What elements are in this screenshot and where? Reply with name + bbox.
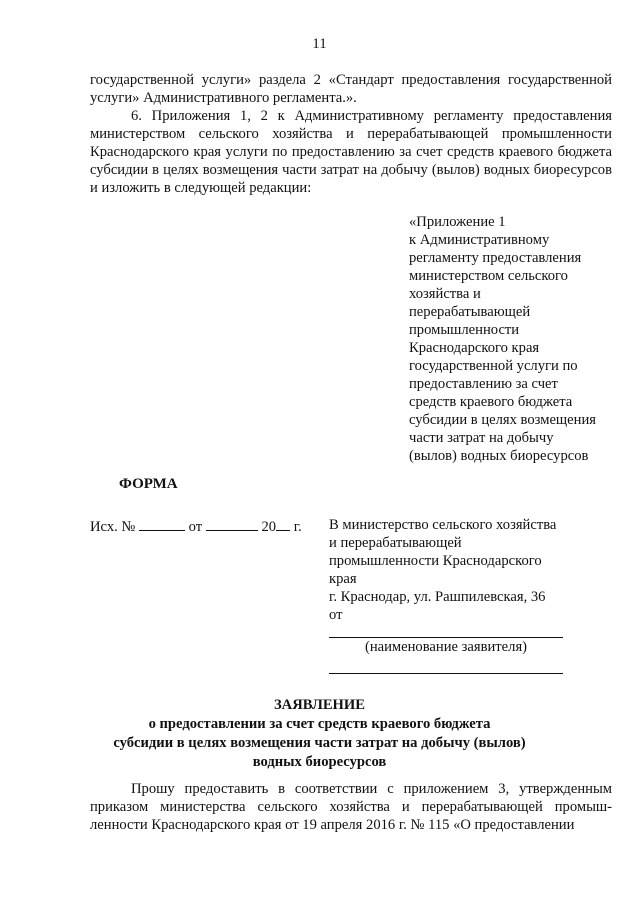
appendix-line: перерабатывающей [409,304,531,320]
appendix-line: части затрат на добычу [409,430,554,446]
form-label: ФОРМА [119,476,178,492]
statement-subtitle-line: субсидии в целях возмещения части затрат на добычу (вылов) [113,735,526,751]
appendix-line: предоставлению за счет [409,376,558,392]
ref-from-label: от [188,519,203,535]
appendix-line: «Приложение 1 [409,214,506,230]
ref-year-blank [276,516,290,531]
statement-subtitle-line: водных биоресурсов [252,754,387,770]
appendix-line: к Административному [409,232,550,248]
addressee-block [329,516,619,624]
addressee-line: промышленности Краснодарского [329,553,542,569]
appendix-line: субсидии в целях возмещения [409,412,596,428]
addressee-line: г. Краснодар, ул. Рашпилевская, 36 [329,589,546,605]
ref-number-blank [139,516,185,531]
addressee-line: и перерабатывающей [329,535,462,551]
addressee-line: от [329,607,343,623]
outgoing-reference [90,516,302,536]
addressee-line: В министерство сельского хозяйства [329,517,557,533]
statement-body: Прошу предоставить в соответствии с приложением 3, утвержденным приказом министерства сельского хозяйства и перерабатывающей промыш-ленности Краснодарского края от 19 апреля 2016 г. № 115 «О предоставлении [90,781,612,833]
appendix-heading-block [409,213,631,465]
appendix-line: средств краевого бюджета [409,394,573,410]
appendix-line: регламенту предоставления [409,250,582,266]
paragraph-continuation: государственной услуги» раздела 2 «Стандарт предоставления государственной услуги» Административного регламента.». [90,72,612,106]
paragraph-6: 6. Приложения 1, 2 к Административному регламенту предоставления министерством сельского хозяйства и перерабатывающей промышленности Краснодарского края услуги по предоставлению за счет средств краевого бюджета субсидии в целях возмещения части затрат на добычу (вылов) водных биоресурсов и изложить в следующей редакции: [90,108,612,196]
appendix-line: министерством сельского [409,268,568,284]
appendix-line: (вылов) водных биоресурсов [409,448,589,464]
appendix-line: промышленности [409,322,520,338]
ref-date-blank [206,516,258,531]
appendix-line: хозяйства и [409,286,481,302]
page-number: 11 [312,36,327,52]
statement-subtitle-line: о предоставлении за счет средств краевого бюджета [148,716,491,732]
appendix-line: государственной услуги по [409,358,578,374]
ref-number-label: Исх. № [90,519,136,535]
ref-year-suffix: г. [293,519,302,535]
ref-year-prefix: 20 [261,519,277,535]
applicant-name-line-2 [329,673,563,674]
addressee-line: края [329,571,357,587]
applicant-caption: (наименование заявителя) [364,639,528,655]
applicant-name-line [329,637,563,638]
statement-title: ЗАЯВЛЕНИЕ [273,697,365,713]
appendix-line: Краснодарского края [409,340,540,356]
statement-title-block [0,696,639,772]
